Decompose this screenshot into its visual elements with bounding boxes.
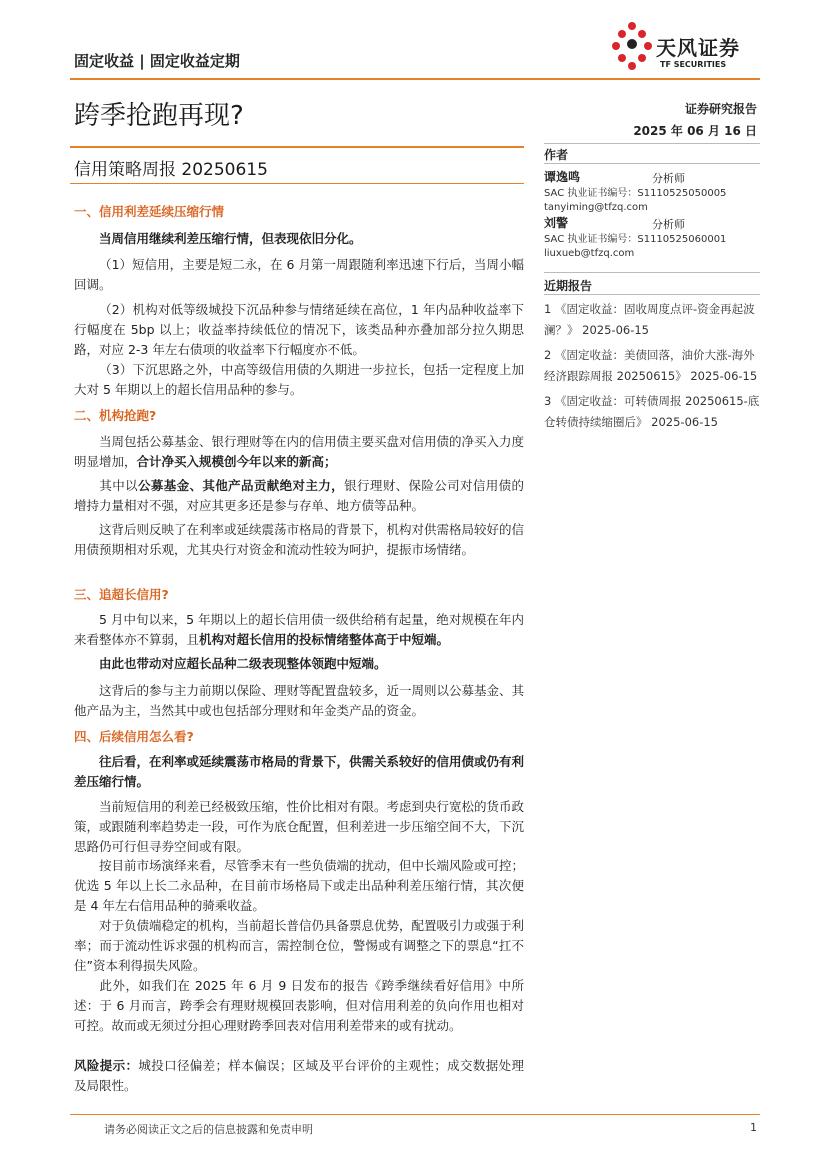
body-text: 这背后的参与主力前期以保险、理财等配置盘较多，近一周则以公募基金、其他产品为主，当然其中或也包括部分理财和年金类产品的资金。 [74,683,525,718]
authors-heading: 作者 [544,148,569,162]
lead-text: 由此也带动对应超长品种二级表现整体领跑中短端。 [99,656,387,671]
body-text: 银行理财、保险公司对信用债的增持力量相对不强，对应其更多还是参与存单、地方债等品种。 [74,478,524,513]
section-heading: 三、追超长信用? [74,587,169,602]
body-text: 对于负债端稳定的机构，当前超长普信仍具备票息优势，配置吸引力或强于利率；而于流动性诉求强的机构而言，需控制仓位，警惕或有调整之下的票息“扛不住”资本利得损失风险。 [74,918,525,973]
body-paragraph [74,300,524,360]
body-text: （2）机构对低等级城投下沉品种参与情绪延续在高位，1 年内品种收益率下行幅度在 5bp 以上；收益率持续低位的情况下，该类品种亦叠加部分拉久期思路，对应 2-3 年左右债项的收益率下行幅度亦不低。 [74,302,524,357]
body-text: 这背后则反映了在利率或延续震荡市格局的背景下，机构对供需格局较好的信用债预期相对乐观，尤其央行对资金和流动性较为呵护，提振市场情绪。 [74,522,525,557]
section-heading: 二、机构抢跑? [74,408,157,423]
section-heading: 一、信用利差延续压缩行情 [74,204,225,219]
author-sac: SAC 执业证书编号：S1110525050005 [544,188,727,199]
recent-report-item[interactable]: 2 《固定收益：美债回落，油价大涨-海外经济跟踪周报 20250615》 2025-06-15 [544,348,758,383]
subtitle-top-divider [70,146,524,148]
recent-reports-list [544,299,760,433]
risk-text: 城投口径偏差；样本偏误；区域及平台评价的主观性；成交数据处理及局限性。 [74,1058,524,1093]
report-date: 2025 年 06 月 16 日 [633,124,757,138]
recent-heading-block [544,277,760,294]
body-paragraph [74,476,524,516]
author-sac: SAC 执业证书编号：S1110525060001 [544,234,727,245]
report-title: 跨季抢跑再现? [74,101,244,131]
lead-text: 往后看，在利率或延续震荡市格局的背景下，供需关系较好的信用债或仍有利差压缩行情。 [74,754,525,789]
author-role: 分析师 [652,172,685,185]
report-type: 证券研究报告 [684,102,757,116]
body-text: 此外，如我们在 2025 年 6 月 9 日发布的报告《跨季继续看好信用》中所述：于 6 月而言，跨季会有理财规模回表影响，但对信用利差的负向作用也相对可控。故而或无须过分担心理财跨季回表对信用利差带来的或有扰动。 [74,978,524,1033]
lead-text: 当周信用继续利差压缩行情，但表现依旧分化。 [99,231,362,246]
emphasis-text: 公募基金、其他产品贡献绝对主力， [138,478,345,493]
authors-block [544,146,760,163]
author-email[interactable]: tanyiming@tfzq.com [544,202,648,213]
page-number: 1 [750,1121,757,1134]
section-heading: 四、后续信用怎么看? [74,729,194,744]
body-text: 5 月中旬以来，5 年期以上的超长信用债一级供给稍有起量，绝对规模在年内来看整体亦不算弱，且 [74,612,524,647]
logo-mark-icon [610,22,654,74]
report-category: 固定收益 | 固定收益定期 [74,52,240,70]
tf-securities-logo [610,22,760,74]
body-paragraph [74,360,524,400]
recent-heading-line [544,294,760,295]
body-paragraph [74,916,524,976]
body-paragraph [74,856,524,916]
author-email[interactable]: liuxueb@tfzq.com [544,248,635,259]
body-text: 其中以 [99,478,139,493]
body-paragraph [74,681,524,721]
emphasis-text: 机构对超长信用的投标情绪整体高于中短端。 [199,632,450,647]
author-name: 刘警 [544,216,569,230]
authors-heading-line [544,163,760,164]
recent-top-line [544,272,760,273]
body-text: （3）下沉思路之外，中高等级信用债的久期进一步拉长，包括一定程度上加大对 5 年期以上的超长信用品种的参与。 [74,362,524,397]
body-paragraph [74,255,524,295]
body-paragraph [74,520,524,560]
author-card [544,214,760,258]
body-paragraph [74,976,524,1036]
lead-paragraph [74,654,524,674]
body-text: 当周包括公募基金、银行理财等在内的信用债主要买盘对信用债的净买入力度明显增加， [74,434,525,469]
body-paragraph [74,797,524,857]
footer-divider [70,1114,760,1115]
body-text: 当前短信用的利差已经极致压缩，性价比相对有限。考虑到央行宽松的货币政策，或跟随利率趋势走一段，可作为底仓配置，但利差进一步压缩空间不大，下沉思路仍可行但寻券空间或有限。 [74,799,525,854]
author-name: 谭逸鸣 [544,170,581,184]
emphasis-text: 合计净买入规模创今年以来的新高； [136,454,337,469]
subtitle-bottom-divider [70,183,524,184]
report-subtitle: 信用策略周报 20250615 [74,160,268,180]
risk-warning [74,1056,524,1096]
brand-name-en: TF SECURITIES [660,60,727,69]
brand-name-cn: 天风证券 [656,36,740,60]
author-role: 分析师 [652,218,685,231]
lead-paragraph [74,229,524,249]
recent-report-item[interactable]: 1 《固定收益：固收周度点评-资金再起波澜？》 2025-06-15 [544,302,755,337]
body-paragraph [74,432,524,472]
recent-reports-heading: 近期报告 [544,279,593,293]
author-card [544,168,760,212]
risk-label: 风险提示： [74,1058,139,1073]
body-paragraph [74,610,524,650]
header-divider [70,78,760,80]
footer-disclaimer[interactable]: 请务必阅读正文之后的信息披露和免责申明 [104,1123,313,1136]
sidebar-top-line [544,143,760,144]
body-text: 按目前市场演绎来看，尽管季末有一些负债端的扰动，但中长端风险或可控；优选 5 年以上长二永品种，在目前市场格局下或走出品种利差压缩行情，其次便是 4 年左右信用品种的骑乘收益。 [74,858,525,913]
body-text: （1）短信用，主要是短二永，在 6 月第一周跟随利率迅速下行后，当周小幅回调。 [74,257,524,292]
recent-report-item[interactable]: 3 《固定收益：可转债周报 20250615-底仓转债持续缩圈后》 2025-06-15 [544,394,760,429]
lead-paragraph [74,752,524,792]
